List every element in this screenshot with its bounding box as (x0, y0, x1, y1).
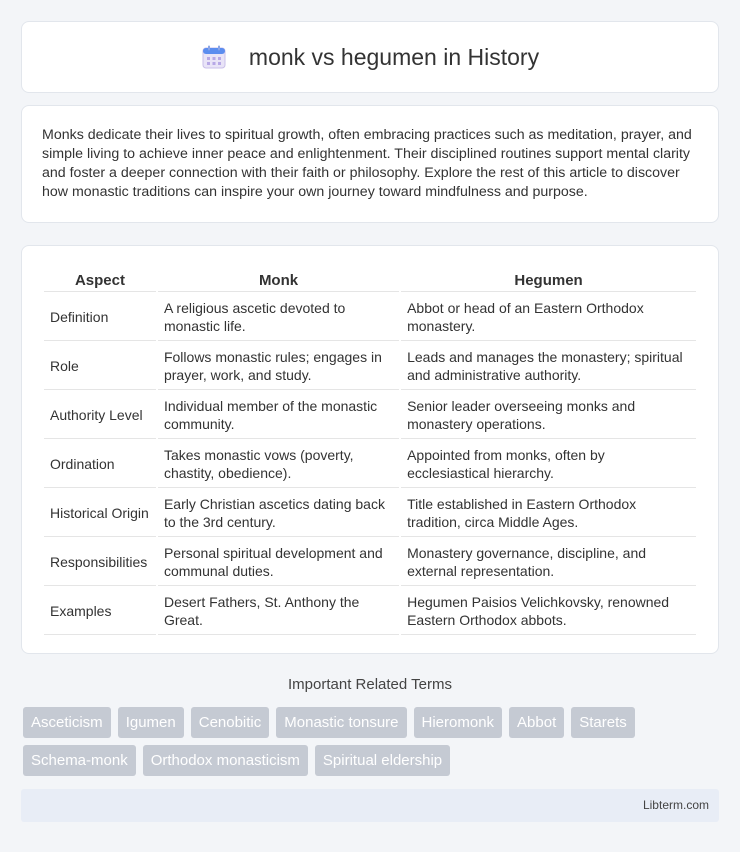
term-tag[interactable]: Igumen (118, 707, 184, 738)
row-aspect: Historical Origin (44, 490, 156, 537)
row-hegumen: Monastery governance, discipline, and external representation. (401, 539, 696, 586)
row-aspect: Responsibilities (44, 539, 156, 586)
term-tag[interactable]: Monastic tonsure (276, 707, 406, 738)
comparison-table (42, 266, 698, 637)
row-monk: Desert Fathers, St. Anthony the Great. (158, 588, 399, 635)
intro-card (21, 105, 719, 223)
row-monk: Individual member of the monastic community. (158, 392, 399, 439)
row-monk: Follows monastic rules; engages in prayer, work, and study. (158, 343, 399, 390)
calendar-icon (201, 44, 227, 70)
row-hegumen: Leads and manages the monastery; spiritual and administrative authority. (401, 343, 696, 390)
column-header-hegumen: Hegumen (401, 268, 696, 292)
table-row (44, 392, 696, 439)
row-aspect: Authority Level (44, 392, 156, 439)
row-hegumen: Abbot or head of an Eastern Orthodox monastery. (401, 294, 696, 341)
row-monk: Takes monastic vows (poverty, chastity, obedience). (158, 441, 399, 488)
comparison-table-card (21, 245, 719, 654)
row-monk: Personal spiritual development and communal duties. (158, 539, 399, 586)
term-tag[interactable]: Abbot (509, 707, 564, 738)
column-header-aspect: Aspect (44, 268, 156, 292)
column-header-monk: Monk (158, 268, 399, 292)
intro-text: Monks dedicate their lives to spiritual growth, often embracing practices such as meditation, prayer, and simple living to achieve inner peace and enlightenment. Their disciplined routines support mental clarity and foster a deeper connection with their faith or philosophy. Explore the rest of this article to discover how monastic traditions can inspire your own journey toward mindfulness and purpose. (42, 127, 692, 200)
footer (21, 789, 719, 822)
term-tag[interactable]: Asceticism (23, 707, 111, 738)
row-hegumen: Hegumen Paisios Velichkovsky, renowned Eastern Orthodox abbots. (401, 588, 696, 635)
row-aspect: Ordination (44, 441, 156, 488)
table-row (44, 490, 696, 537)
row-aspect: Examples (44, 588, 156, 635)
table-row (44, 588, 696, 635)
term-tag[interactable]: Schema-monk (23, 745, 136, 776)
row-hegumen: Appointed from monks, often by ecclesiastical hierarchy. (401, 441, 696, 488)
row-aspect: Definition (44, 294, 156, 341)
table-row (44, 441, 696, 488)
table-header-row (44, 268, 696, 292)
table-row (44, 343, 696, 390)
related-terms-title: Important Related Terms (288, 676, 452, 693)
header-card (21, 21, 719, 93)
table-row (44, 539, 696, 586)
term-tag[interactable]: Orthodox monasticism (143, 745, 308, 776)
term-tag[interactable]: Cenobitic (191, 707, 270, 738)
row-aspect: Role (44, 343, 156, 390)
row-hegumen: Title established in Eastern Orthodox tradition, circa Middle Ages. (401, 490, 696, 537)
term-tag[interactable]: Starets (571, 707, 635, 738)
row-monk: Early Christian ascetics dating back to the 3rd century. (158, 490, 399, 537)
footer-brand-link[interactable]: Libterm.com (642, 798, 709, 812)
page-title: monk vs hegumen in History (248, 43, 540, 70)
row-monk: A religious ascetic devoted to monastic life. (158, 294, 399, 341)
term-tag[interactable]: Spiritual eldership (315, 745, 450, 776)
row-hegumen: Senior leader overseeing monks and monastery operations. (401, 392, 696, 439)
related-terms-list (23, 707, 723, 776)
term-tag[interactable]: Hieromonk (414, 707, 503, 738)
table-row (44, 294, 696, 341)
